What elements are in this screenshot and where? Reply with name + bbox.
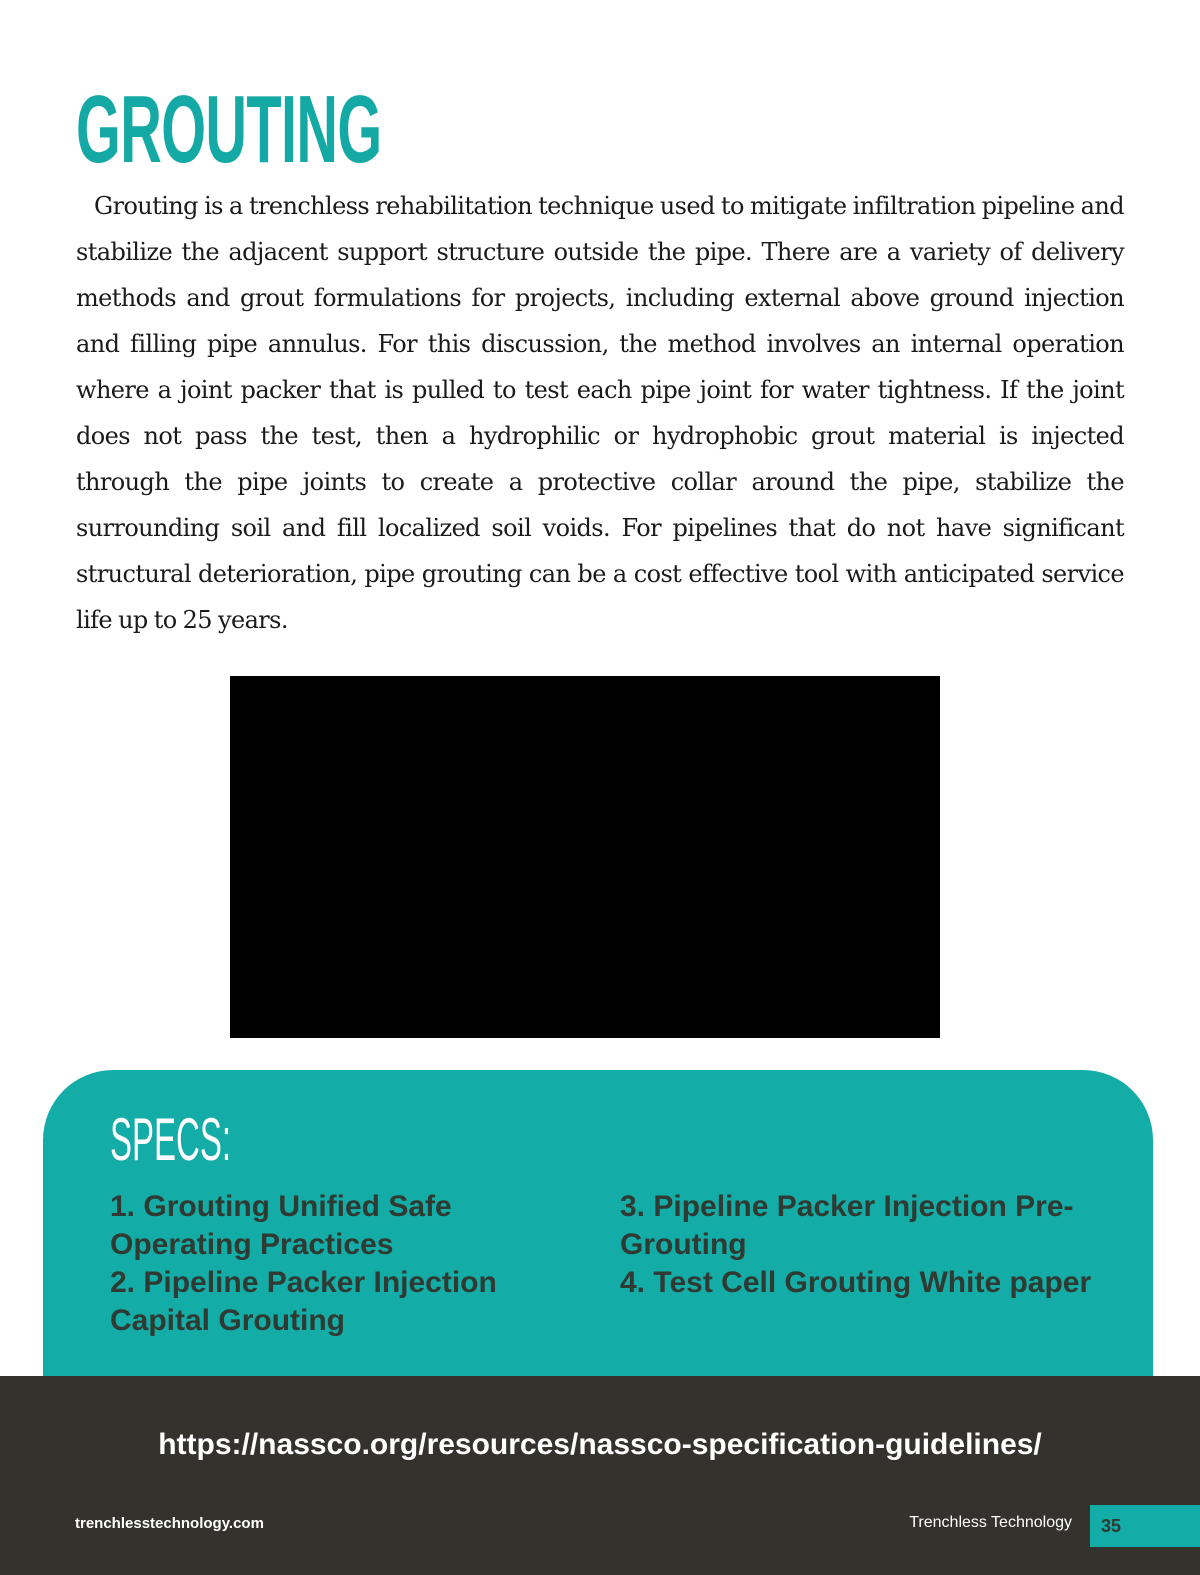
spec-item: 1. Grouting Unified Safe Operating Practices (110, 1190, 452, 1261)
spec-item: 4. Test Cell Grouting White paper (620, 1266, 1092, 1299)
website-label: trenchlesstechnology.com (75, 1515, 264, 1532)
article-body: Grouting is a trenchless rehabilitation technique used to mitigate infiltration pipeline and stabilize the adjacent support structure outside the pipe. There are a variety of delivery methods and grout formulations for projects, including external above ground injection and filling pipe annulus. For this discussion, the method involves an internal operation where a joint packer that is pulled to test each pipe joint for water tightness. If the joint does not pass the test, then a hydrophilic or hydrophobic grout material is injected through the pipe joints to create a protective collar around the pipe, stabilize the surrounding soil and fill localized soil voids. For pipelines that do not have significant structural deterioration, pipe grouting can be a cost effective tool with anticipated service life up to 25 years. (76, 192, 1124, 634)
specs-column-right (620, 1188, 1140, 1302)
publication-name: Trenchless Technology (909, 1514, 1072, 1531)
page-number: 35 (1090, 1505, 1200, 1547)
footer-bar (0, 1376, 1200, 1575)
article-image (230, 676, 940, 1038)
spec-item: 2. Pipeline Packer Injection Capital Grouting (110, 1266, 497, 1337)
specification-link[interactable]: https://nassco.org/resources/nassco-specification-guidelines/ (158, 1428, 1042, 1461)
spec-item: 3. Pipeline Packer Injection Pre-Grouting (620, 1190, 1074, 1261)
specs-heading: SPECS: (110, 1106, 232, 1173)
article-title: GROUTING (76, 76, 382, 183)
specs-column-left (110, 1188, 580, 1340)
